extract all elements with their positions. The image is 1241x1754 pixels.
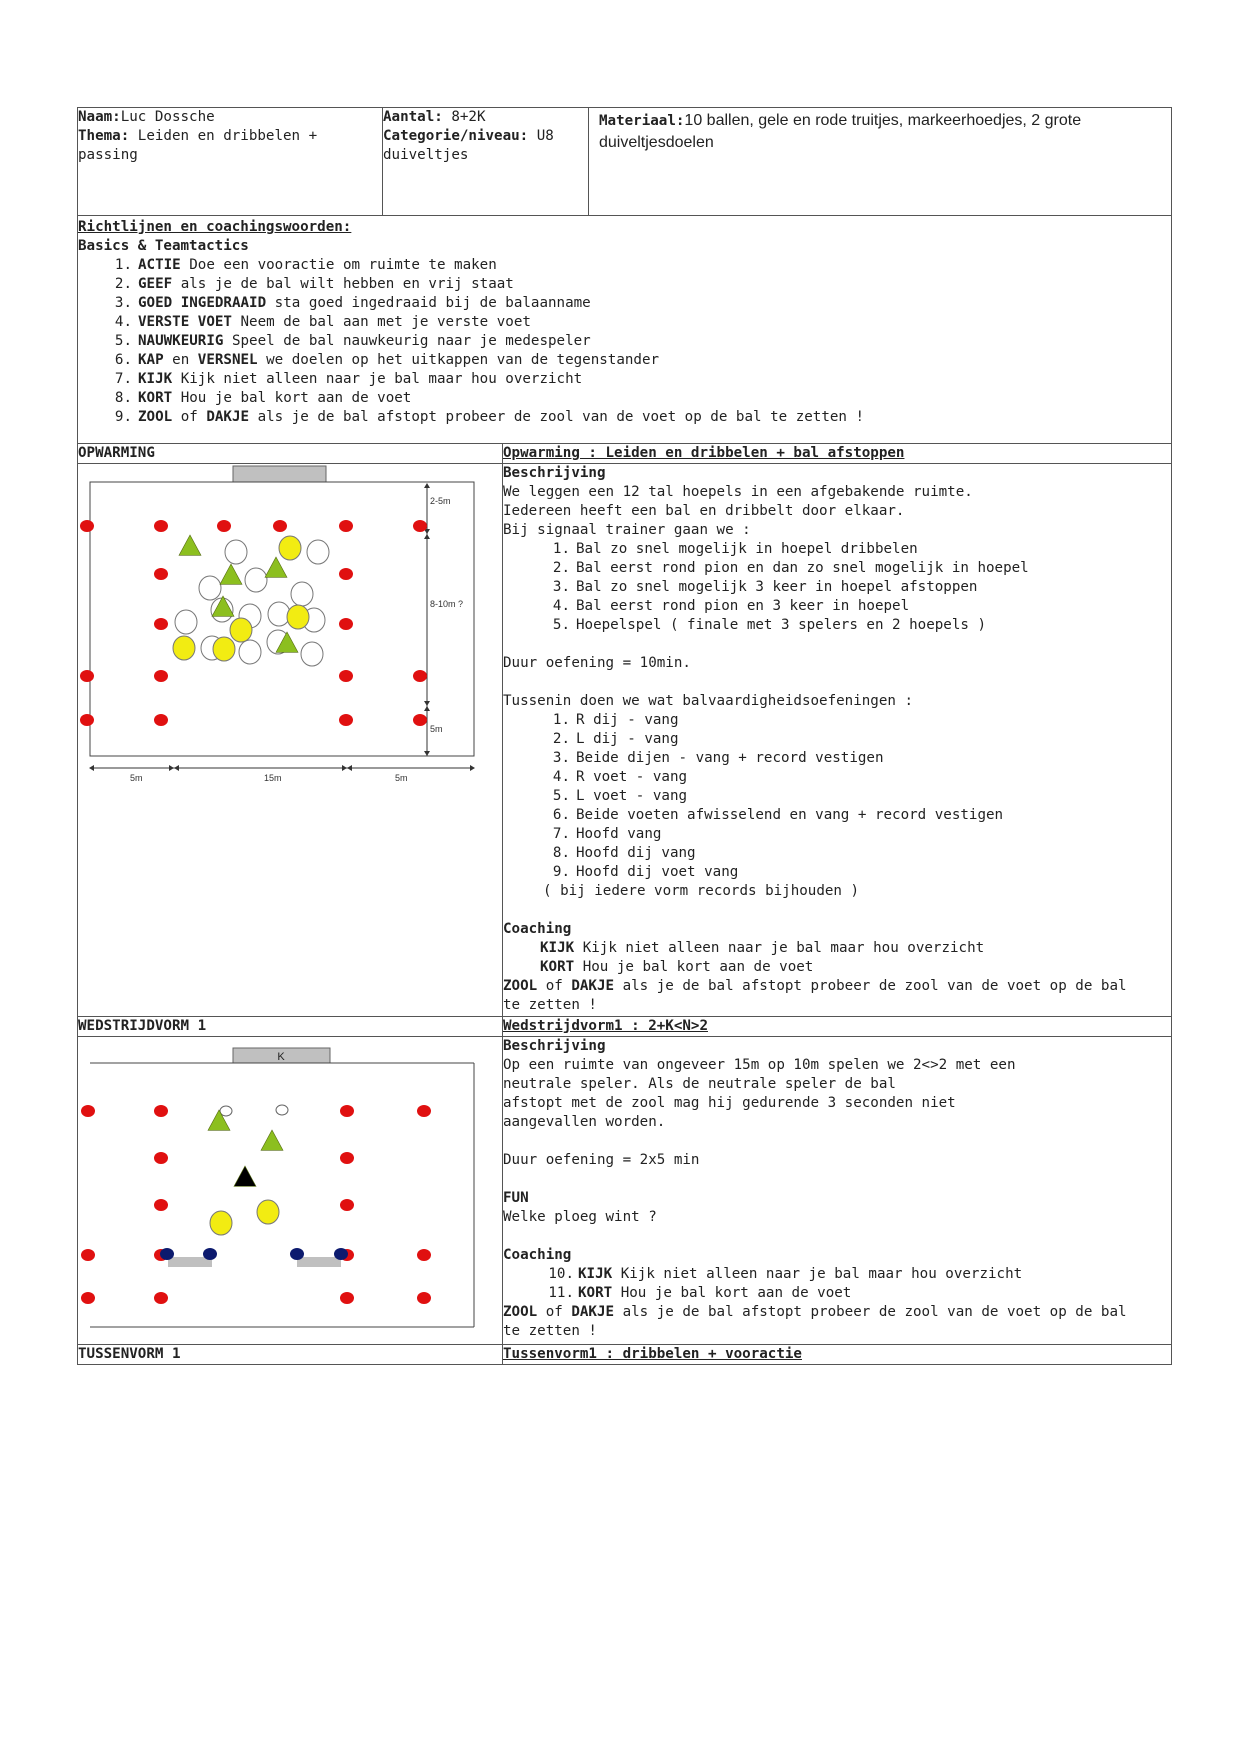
exercise-item: 1. R dij - vang <box>552 712 679 728</box>
exercise-item: 4. R voet - vang <box>552 769 688 785</box>
cone-icon <box>80 520 94 532</box>
cone-icon <box>154 670 168 682</box>
cone-icon <box>413 670 427 682</box>
hoop-icon <box>268 602 290 626</box>
coaching-zool: ZOOL of DAKJE als je de bal afstopt probeer de zool van de voet op de bal te zetten ! <box>503 1304 1127 1339</box>
hoop-icon <box>307 540 329 564</box>
hoop-icon <box>199 576 221 600</box>
fun-text: Welke ploeg wint ? <box>503 1209 657 1225</box>
cone-icon <box>154 618 168 630</box>
fun-label: FUN <box>503 1190 529 1206</box>
cone-icon <box>154 1199 168 1211</box>
hoop-icon <box>245 568 267 592</box>
header-aantal-cell <box>383 108 589 216</box>
exercise-item: 8. Hoofd dij vang <box>552 845 696 861</box>
records-note: ( bij iedere vorm records bijhouden ) <box>543 883 860 899</box>
cone-icon <box>413 520 427 532</box>
guideline-item: 2. GEEF als je de bal wilt hebben en vrij staat <box>114 276 514 292</box>
opwarming-diagram-cell <box>78 464 503 1017</box>
wedstrijd-coaching-label: Coaching <box>503 1247 572 1263</box>
guidelines-list <box>78 256 1171 427</box>
guideline-item: 9. ZOOL of DAKJE als je de bal afstopt probeer de zool van de voet op de bal te zetten ! <box>114 409 865 425</box>
wedstrijd-desc-line: neutrale speler. Als de neutrale speler de bal <box>503 1076 896 1092</box>
step-item: 3. Bal zo snel mogelijk 3 keer in hoepel afstoppen <box>552 579 978 595</box>
goal-label: K <box>277 1051 285 1063</box>
exercise-item: 3. Beide dijen - vang + record vestigen <box>552 750 884 766</box>
step-item: 5. Hoepelspel ( finale met 3 spelers en 2 hoepels ) <box>552 617 986 633</box>
cone-icon <box>340 1152 354 1164</box>
step-item: 4. Bal eerst rond pion en 3 keer in hoepel <box>552 598 910 614</box>
guidelines-title: Richtlijnen en coachingswoorden: <box>78 219 352 235</box>
small-goal-icon <box>297 1257 341 1267</box>
header-materiaal-cell <box>589 108 1172 216</box>
cone-icon <box>217 520 231 532</box>
cone-icon <box>154 1105 168 1117</box>
step-item: 2. Bal eerst rond pion en dan zo snel mogelijk in hoepel <box>552 560 1029 576</box>
exercise-item: 7. Hoofd vang <box>552 826 662 842</box>
wedstrijd-right-title: Wedstrijdvorm1 : 2+K<N>2 <box>503 1018 708 1034</box>
opwarming-coaching-label: Coaching <box>503 921 572 937</box>
opwarming-steps <box>503 540 1171 635</box>
cone-icon <box>80 714 94 726</box>
wedstrijd-desc-line: afstopt met de zool mag hij gedurende 3 seconden niet <box>503 1095 956 1111</box>
cone-icon <box>81 1249 95 1261</box>
wedstrijd-diagram <box>78 1037 502 1340</box>
categorie-value: U8 duiveltjes <box>383 128 554 163</box>
dim-bottom-end: 5m <box>395 773 408 783</box>
session-table <box>77 107 1172 1365</box>
wedstrijd-left-title: WEDSTRIJDVORM 1 <box>78 1018 207 1034</box>
cone-icon <box>340 1105 354 1117</box>
cone-icon <box>413 714 427 726</box>
cone-icon <box>339 714 353 726</box>
session-sheet <box>77 107 1171 1365</box>
yellow-player-icon <box>230 618 252 642</box>
dim-bottom-mid: 15m <box>264 773 282 783</box>
aantal-value: 8+2K <box>442 109 486 125</box>
guideline-item: 7. KIJK Kijk niet alleen naar je bal maar hou overzicht <box>114 371 583 387</box>
tussenvorm-right-title: Tussenvorm1 : dribbelen + vooractie <box>503 1346 802 1362</box>
opwarming-intro-line: Bij signaal trainer gaan we : <box>503 522 751 538</box>
goal-cone-icon <box>203 1248 217 1260</box>
opwarming-duur: Duur oefening = 10min. <box>503 655 691 671</box>
dim-top-right: 2-5m <box>430 496 451 506</box>
opwarming-intro-line: Iedereen heeft een bal en dribbelt door elkaar. <box>503 503 905 519</box>
cone-icon <box>340 1292 354 1304</box>
materiaal-value: 10 ballen, gele en rode truitjes, markeerhoedjes, 2 grote duiveltjesdoelen <box>599 112 1082 151</box>
exercise-item: 5. L voet - vang <box>552 788 688 804</box>
opwarming-exercises <box>503 711 1171 882</box>
cone-icon <box>81 1105 95 1117</box>
pion-triangle-icon <box>261 1130 283 1150</box>
hoop-icon <box>225 540 247 564</box>
opwarming-right-title: Opwarming : Leiden en dribbelen + bal afstoppen <box>503 445 905 461</box>
exercise-item: 6. Beide voeten afwisselend en vang + record vestigen <box>552 807 1004 823</box>
coaching-item: 10. KIJK Kijk niet alleen naar je bal maar hou overzicht <box>548 1266 1023 1282</box>
hoop-icon <box>175 610 197 634</box>
exercise-item: 9. Hoofd dij voet vang <box>552 864 739 880</box>
cone-icon <box>154 714 168 726</box>
opwarming-text-cell <box>503 464 1172 1017</box>
guideline-item: 8. KORT Hou je bal kort aan de voet <box>114 390 412 406</box>
wedstrijd-coaching-list <box>503 1265 1171 1303</box>
hoop-icon <box>301 642 323 666</box>
cone-icon <box>154 568 168 580</box>
ball-icon <box>276 1105 288 1115</box>
cone-icon <box>80 670 94 682</box>
cone-icon <box>154 1152 168 1164</box>
pion-triangle-icon <box>179 535 201 555</box>
wedstrijd-desc-line: Op een ruimte van ongeveer 15m op 10m spelen we 2<>2 met een <box>503 1057 1016 1073</box>
categorie-label: Categorie/niveau: <box>383 128 529 144</box>
yellow-player-icon <box>213 637 235 661</box>
goal-icon <box>233 466 326 482</box>
guidelines-cell <box>78 216 1172 444</box>
cone-icon <box>81 1292 95 1304</box>
naam-value: Luc Dossche <box>120 109 215 125</box>
yellow-player-icon <box>257 1200 279 1224</box>
cone-icon <box>417 1105 431 1117</box>
opwarming-left-title: OPWARMING <box>78 445 155 461</box>
coaching-item: 11. KORT Hou je bal kort aan de voet <box>548 1285 852 1301</box>
cone-icon <box>154 1292 168 1304</box>
yellow-player-icon <box>279 536 301 560</box>
dim-bottom-right: 5m <box>430 724 443 734</box>
guideline-item: 5. NAUWKEURIG Speel de bal nauwkeurig naar je medespeler <box>114 333 591 349</box>
hoop-icon <box>239 640 261 664</box>
wedstrijd-text-cell <box>503 1037 1172 1345</box>
cone-icon <box>339 618 353 630</box>
cone-icon <box>417 1292 431 1304</box>
wedstrijd-left-title-cell <box>78 1017 503 1037</box>
coaching-item: KIJK Kijk niet alleen naar je bal maar hou overzicht <box>540 940 985 956</box>
dim-bottom-left: 5m <box>130 773 143 783</box>
tussenvorm-left-title: TUSSENVORM 1 <box>78 1346 181 1362</box>
opwarming-intro-line: We leggen een 12 tal hoepels in een afgebakende ruimte. <box>503 484 973 500</box>
exercise-item: 2. L dij - vang <box>552 731 679 747</box>
guidelines-subtitle: Basics & Teamtactics <box>78 238 249 254</box>
goal-cone-icon <box>290 1248 304 1260</box>
coaching-zool: ZOOL of DAKJE als je de bal afstopt probeer de zool van de voet op de bal te zetten ! <box>503 978 1127 1013</box>
opwarming-left-title-cell <box>78 444 503 464</box>
materiaal-label: Materiaal: <box>599 113 685 129</box>
opwarming-beschrijving-label: Beschrijving <box>503 465 606 481</box>
tussenvorm-left-title-cell <box>78 1345 503 1365</box>
cone-icon <box>339 568 353 580</box>
pion-triangle-icon <box>265 557 287 577</box>
step-item: 1. Bal zo snel mogelijk in hoepel dribbelen <box>552 541 918 557</box>
thema-label: Thema: <box>78 128 130 144</box>
opwarming-tussenin: Tussenin doen we wat balvaardigheidsoefeningen : <box>503 693 913 709</box>
opwarming-diagram <box>78 464 502 1012</box>
dim-mid-right: 8-10m ? <box>430 599 464 609</box>
yellow-player-icon <box>210 1211 232 1235</box>
cone-icon <box>339 670 353 682</box>
wedstrijd-duur: Duur oefening = 2x5 min <box>503 1152 700 1168</box>
header-naam-cell <box>78 108 383 216</box>
cone-icon <box>273 520 287 532</box>
tussenvorm-right-title-cell <box>503 1345 1172 1365</box>
aantal-label: Aantal: <box>383 109 443 125</box>
thema-value: Leiden en dribbelen + passing <box>78 128 318 163</box>
guideline-item: 4. VERSTE VOET Neem de bal aan met je verste voet <box>114 314 531 330</box>
hoop-icon <box>291 582 313 606</box>
pion-triangle-icon <box>220 564 242 584</box>
cone-icon <box>340 1199 354 1211</box>
yellow-player-icon <box>287 605 309 629</box>
wedstrijd-right-title-cell <box>503 1017 1172 1037</box>
guideline-item: 6. KAP en VERSNEL we doelen op het uitkappen van de tegenstander <box>114 352 660 368</box>
guideline-item: 3. GOED INGEDRAAID sta goed ingedraaid bij de balaanname <box>114 295 591 311</box>
wedstrijd-diagram-cell <box>78 1037 503 1345</box>
opwarming-right-title-cell <box>503 444 1172 464</box>
goal-cone-icon <box>334 1248 348 1260</box>
guideline-item: 1. ACTIE Doe een vooractie om ruimte te maken <box>114 257 497 273</box>
wedstrijd-beschrijving-label: Beschrijving <box>503 1038 606 1054</box>
cone-icon <box>417 1249 431 1261</box>
pion-triangle-icon <box>234 1166 256 1186</box>
cone-icon <box>339 520 353 532</box>
coaching-item: KORT Hou je bal kort aan de voet <box>540 959 814 975</box>
naam-label: Naam: <box>78 109 121 125</box>
wedstrijd-desc-line: aangevallen worden. <box>503 1114 666 1130</box>
ball-icon <box>220 1106 232 1116</box>
cone-icon <box>154 520 168 532</box>
goal-cone-icon <box>160 1248 174 1260</box>
yellow-player-icon <box>173 636 195 660</box>
